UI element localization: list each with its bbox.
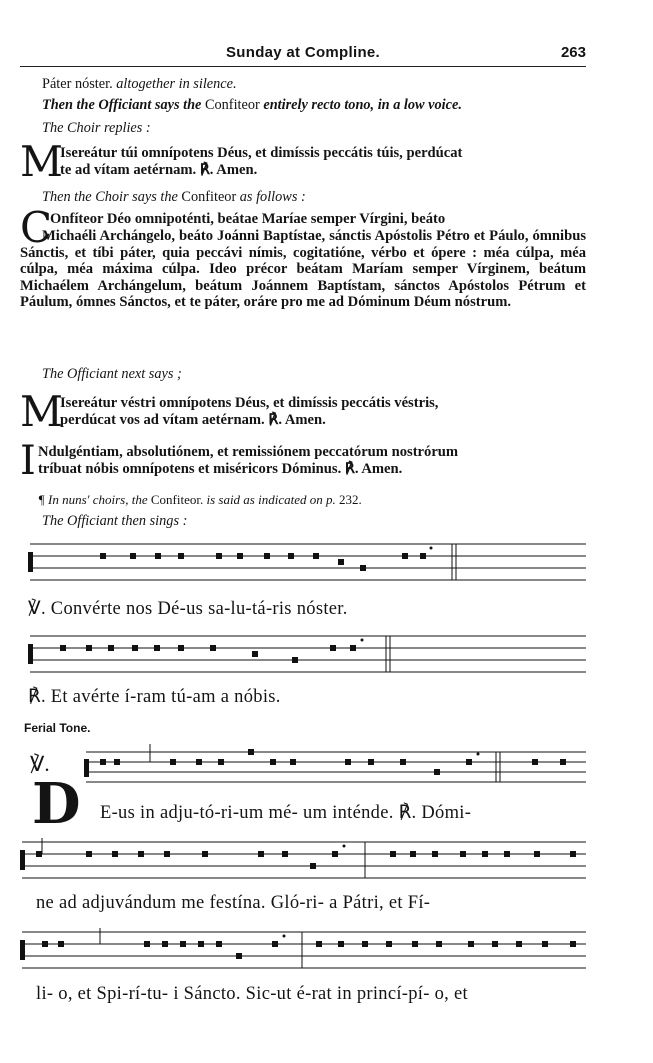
confiteor-paragraph	[20, 203, 586, 353]
officiant-sings-rubric: The Officiant then sings :	[42, 513, 188, 529]
staff-versicle	[20, 540, 588, 586]
response-text: ℟. Et avérte í-ram tú-am a nóbis.	[28, 687, 281, 707]
confiteor-instruction	[20, 97, 608, 115]
confiteor-instruction-b: Confiteor	[204, 97, 260, 113]
ne-line-text: ne ad adjuvándum me festína. Gló-ri- a Pátri, et Fí-	[36, 893, 431, 913]
nuns-note-b: Confiteor.	[150, 492, 204, 507]
confiteor-instruction-c: entirely recto tono, in a low voice.	[263, 97, 462, 113]
nuns-note	[38, 491, 604, 509]
misereatur-tui-line-2: te ad vítam aetérnam. ℟. Amen.	[60, 162, 258, 178]
page-number: 263	[560, 44, 586, 61]
staff-response	[20, 632, 588, 678]
pater-noster-line	[20, 76, 608, 94]
ferial-tone-label: Ferial Tone.	[24, 721, 91, 735]
running-head	[20, 44, 586, 67]
indulgentiam-line-2: tríbuat nóbis omnípotens et miséricors Dóminus. ℟. Amen.	[38, 461, 403, 477]
drop-cap-c: C	[20, 203, 53, 252]
drop-cap-m2: M	[20, 387, 64, 436]
page-title: Sunday at Compline.	[225, 44, 381, 61]
indulgentiam-line-1: Ndulgéntiam, absolutiónem, et remissiónem peccatórum nostrórum	[38, 444, 459, 460]
officiant-next-rubric: The Officiant next says ;	[42, 366, 182, 382]
staff-filio	[20, 926, 588, 972]
misereatur-vestri-paragraph	[20, 387, 586, 436]
pater-noster-rubric: altogether in silence.	[116, 76, 237, 92]
misereatur-tui-paragraph	[20, 137, 586, 186]
nuns-note-a: ¶ In nuns' choirs, the	[38, 492, 148, 507]
choir-says-b: Confiteor	[181, 189, 237, 205]
nuns-note-c: is said as indicated on p.	[206, 492, 336, 507]
indulgentiam-paragraph	[20, 438, 586, 484]
choir-replies-rubric: The Choir replies :	[42, 120, 151, 136]
confiteor-body: Michaéli Archángelo, beáto Joánni Baptístae, sánctis Apóstolis Pétro et Páulo, ómnibus Sánctis, et tíbi páter, quia peccávi nímis, cogitatióne, vérbo et ópere : méa cúlpa, méa cúlpa, méa máxima cúlpa. Ideo précor beátam Maríam semper Vírginem, beátum Michaélem Archángelum, beátum Joánnem Baptístam, sánctos Apóstolos Pétrum et Páulum, ómnes Sánctos, et te páter, oráre pro me ad Dóminum Déum nóstrum.	[20, 228, 586, 310]
pater-noster-text: Páter nóster.	[42, 76, 113, 92]
staff-domine	[20, 836, 588, 882]
versicle-text: ℣. Convérte nos Dé-us sa-lu-tá-ris nóster.	[28, 599, 348, 619]
choir-says-a: Then the Choir says the	[42, 189, 178, 205]
drop-cap-m: M	[20, 137, 64, 186]
misereatur-tui-line-1: Isereátur túi omnípotens Déus, et dimíssis peccátis túis, perdúcat	[60, 145, 463, 161]
staff-deus	[20, 742, 588, 788]
deus-line-text: E-us in adju-tó-ri-um mé- um inténde. ℟. Dómi-	[100, 803, 472, 823]
drop-cap-i: I	[20, 438, 36, 484]
li-line-text: li- o, et Spi-rí-tu- i Sáncto. Sic-ut é-rat in princí-pí- o, et	[36, 984, 468, 1004]
confiteor-line-1: Onfíteor Déo omnipoténti, beátae Maríae semper Vírgini, beáto	[50, 211, 446, 227]
big-initial-d: D	[32, 771, 81, 837]
choir-says-c: as follows :	[239, 189, 306, 205]
misereatur-vestri-line-2: perdúcat vos ad vítam aetérnam. ℟. Amen.	[60, 412, 326, 428]
versicle-mark: ℣.	[30, 752, 50, 776]
nuns-note-d: 232.	[339, 492, 362, 507]
choir-says-rubric	[20, 189, 608, 207]
misereatur-vestri-line-1: Isereátur véstri omnípotens Déus, et dimíssis peccátis véstris,	[60, 395, 439, 411]
confiteor-instruction-a: Then the Officiant says the	[42, 97, 202, 113]
